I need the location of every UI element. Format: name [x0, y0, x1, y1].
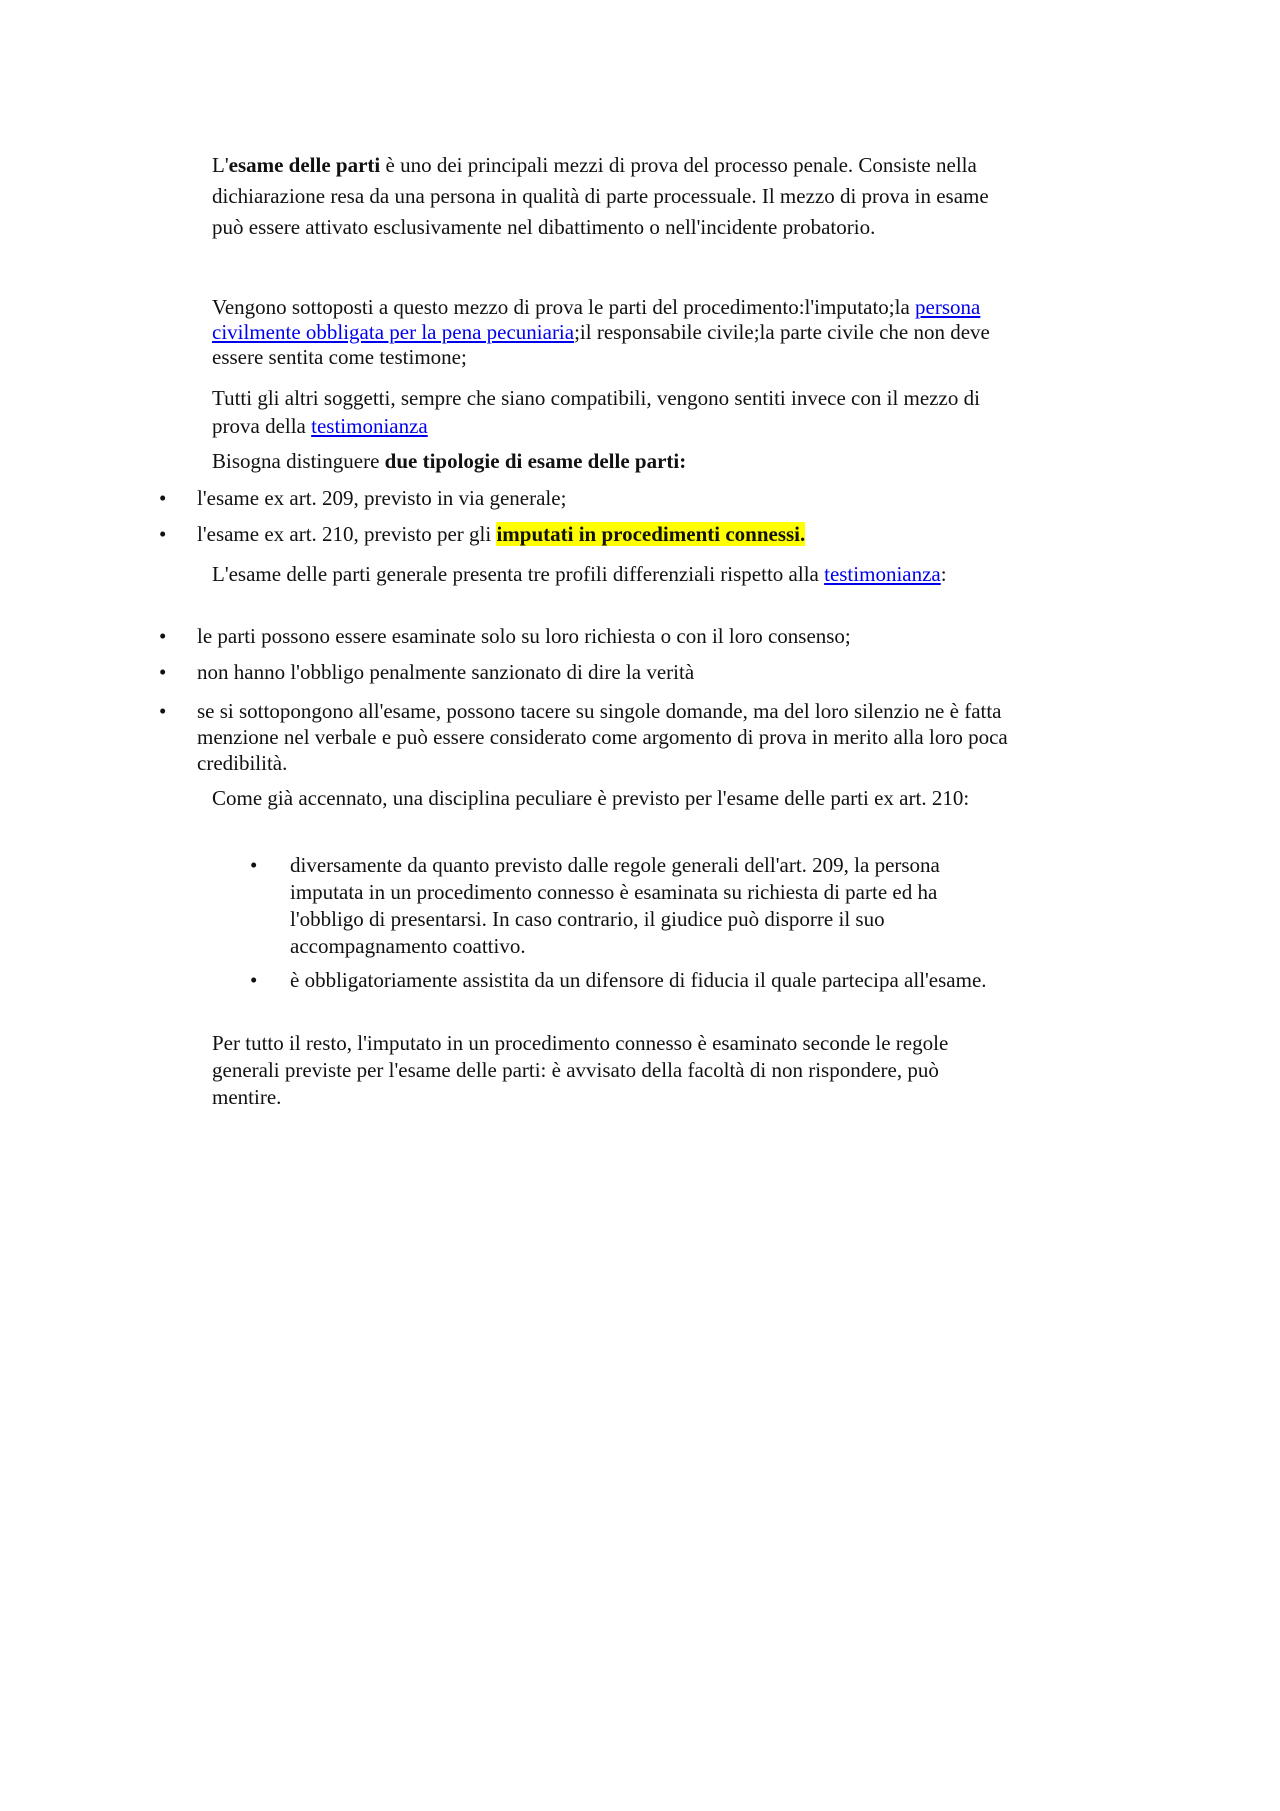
bullet-icon: •: [250, 968, 258, 992]
parti-before: Vengono sottoposti a questo mezzo di prova le parti del procedimento:l'imputato;la: [212, 295, 916, 319]
distinguere-paragraph: [212, 448, 1012, 475]
list-item-text: l'esame ex art. 210, previsto per gli: [197, 522, 497, 546]
distinguere-before: Bisogna distinguere: [212, 449, 385, 473]
persona-civilmente-obbligata-link[interactable]: persona civilmente obbligata per la pena pecuniaria: [212, 295, 981, 344]
intro-prefix: L': [212, 153, 229, 177]
intro-bold-term: esame delle parti: [228, 153, 381, 177]
list-item-text: le parti possono essere esaminate solo su loro richiesta o con il loro consenso;: [197, 624, 851, 648]
sub-list-item-text: diversamente da quanto previsto dalle regole generali dell'art. 209, la persona imputata in un procedimento connesso è esaminata su richiesta di parte ed ha l'obbligo di presentarsi. In caso contrario, il giudice può disporre il suo accompagnamento coattivo.: [290, 853, 940, 958]
generale-before: L'esame delle parti generale presenta tre profili differenziali rispetto alla: [212, 562, 825, 586]
intro-paragraph: [212, 150, 1012, 243]
accennato-paragraph: Come già accennato, una disciplina peculiare è previsto per l'esame delle parti ex art. 210:: [212, 786, 970, 810]
sub-list-item: [250, 967, 1010, 993]
testimonianza-link[interactable]: testimonianza: [311, 414, 428, 438]
list-item-text: se si sottopongono all'esame, possono tacere su singole domande, ma del loro silenzio ne è fatta menzione nel verbale e può essere considerato come argomento di prova in merito alla loro poca credibilità.: [197, 699, 1008, 775]
bullet-icon: •: [159, 624, 167, 648]
altri-before: Tutti gli altri soggetti, sempre che siano compatibili, vengono sentiti invece con il mezzo di prova della: [212, 386, 980, 438]
parti-paragraph: [212, 295, 1012, 370]
bullet-icon: •: [159, 660, 167, 684]
list-item-text: non hanno l'obbligo penalmente sanzionato di dire la verità: [197, 660, 695, 684]
bullet-icon: •: [159, 699, 167, 723]
distinguere-bold: due tipologie di esame delle parti:: [384, 449, 687, 473]
intro-text: è uno dei principali mezzi di prova del processo penale. Consiste nella dichiarazione resa da una persona in qualità di parte processuale. Il mezzo di prova in esame può essere attivato esclusivamente nel dibattimento o nell'incidente probatorio.: [212, 153, 989, 239]
list-item: [159, 623, 1017, 650]
bullet-icon: •: [250, 853, 258, 877]
generale-after: :: [940, 562, 947, 586]
list-item-text: l'esame ex art. 209, previsto in via generale;: [197, 486, 567, 510]
list-item: [159, 521, 1017, 548]
list-item: [159, 659, 1017, 686]
highlighted-text: imputati in procedimenti connessi.: [496, 522, 806, 546]
sub-list-item-text: è obbligatoriamente assistita da un difensore di fiducia il quale partecipa all'esame.: [290, 968, 987, 992]
bullet-icon: •: [159, 522, 167, 546]
altri-paragraph: [212, 384, 1012, 440]
generale-paragraph: [212, 561, 1012, 587]
list-item: [159, 485, 1017, 512]
testimonianza-link[interactable]: testimonianza: [824, 562, 941, 586]
bullet-icon: •: [159, 486, 167, 510]
sub-list-item: [250, 852, 1010, 960]
list-item: [159, 698, 1017, 776]
resto-paragraph: Per tutto il resto, l'imputato in un procedimento connesso è esaminato seconde le regole generali previste per l'esame delle parti: è avvisato della facoltà di non rispondere, può mentire.: [212, 1031, 949, 1109]
parti-after: ;il responsabile civile;la parte civile che non deve essere sentita come testimone;: [212, 320, 990, 369]
